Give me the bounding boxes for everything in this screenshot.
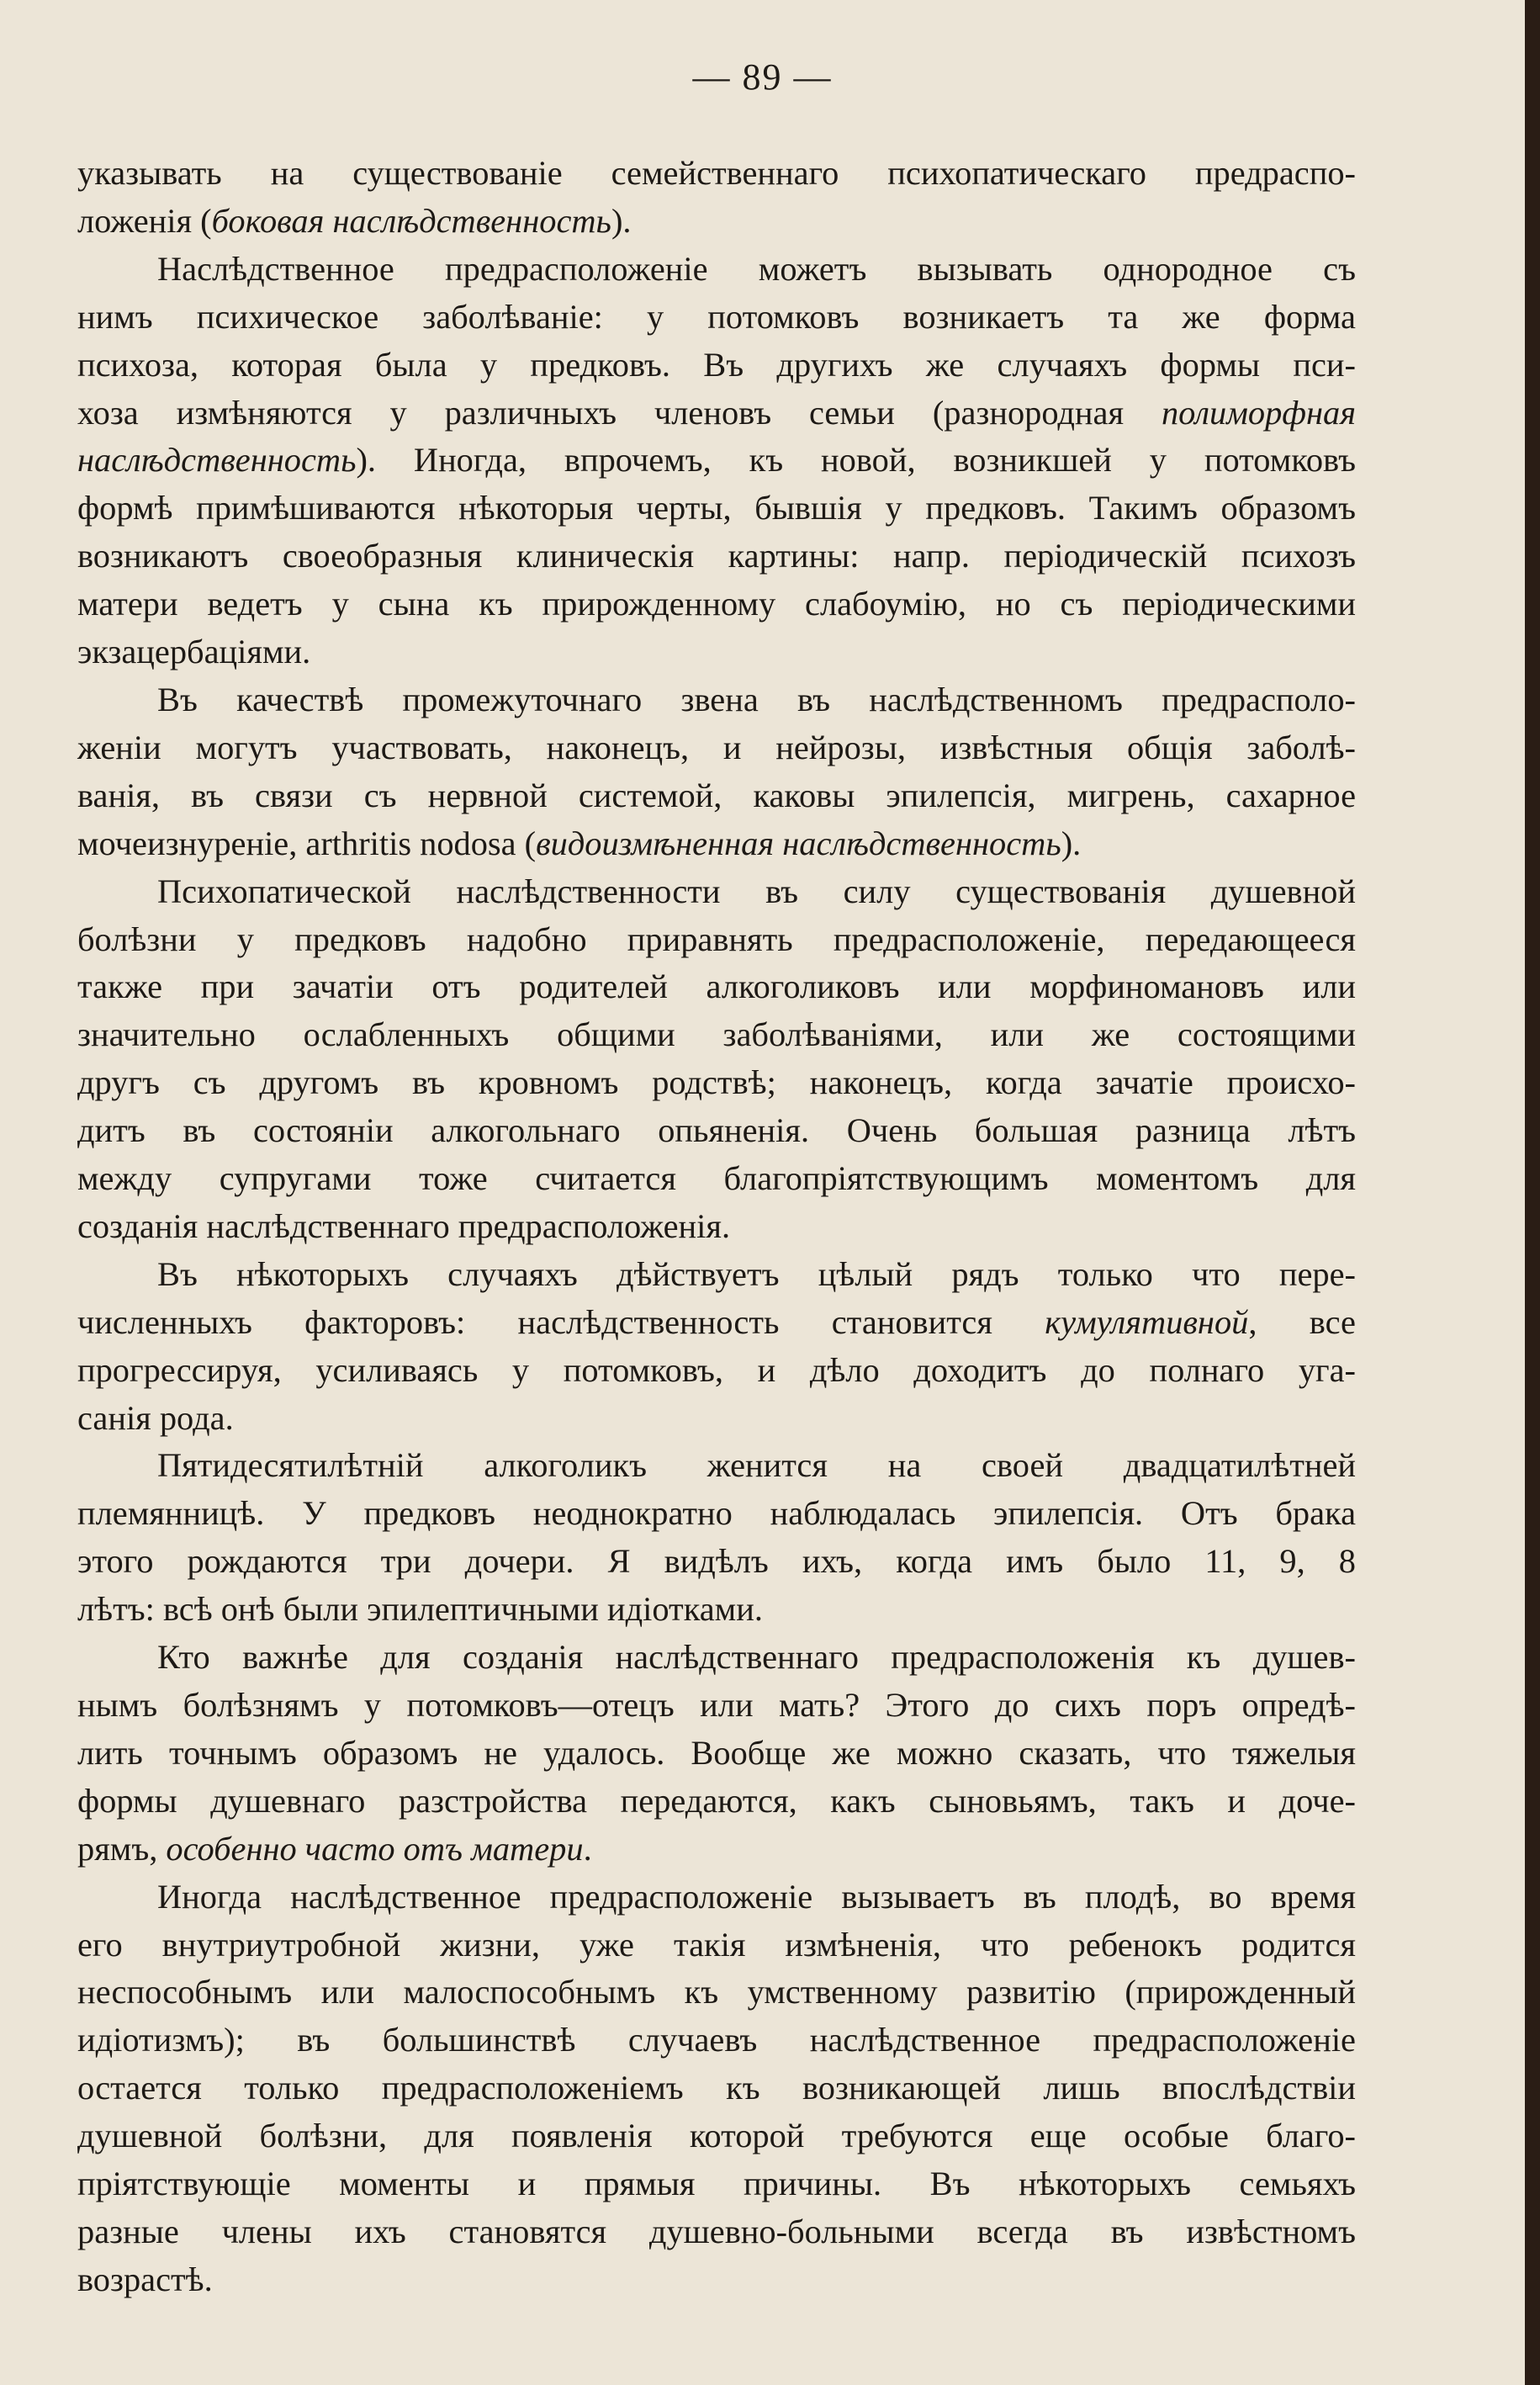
text-line	[77, 2017, 1356, 2064]
paragraph	[77, 1634, 1356, 1874]
italic-term: полиморфная	[1161, 393, 1356, 432]
text-line	[77, 1586, 1356, 1634]
text-line	[77, 2256, 1356, 2304]
text-run: другъ съ другомъ въ кровномъ родствѣ; наконецъ, когда зачатіе происхо-	[77, 1063, 1356, 1102]
text-run: разные члены ихъ становятся душевно-больными всегда въ извѣстномъ	[77, 2212, 1356, 2250]
text-run: мочеизнуреніе, arthritis nodosa (	[77, 824, 537, 862]
text-line	[77, 150, 1356, 198]
paragraph	[77, 868, 1356, 1251]
text-run: неспособнымъ или малоспособнымъ къ умственному развитію (прирожденный	[77, 1973, 1356, 2011]
text-line	[77, 1299, 1356, 1347]
text-run: ). Иногда, впрочемъ, къ новой, возникшей у потомковъ	[356, 441, 1356, 480]
text-run: Кто важнѣе для созданія наслѣдственнаго предрасположенія къ душев-	[157, 1638, 1356, 1677]
text-line	[77, 724, 1356, 772]
text-run: возникаютъ своеобразныя клиническія картины: напр. періодическій психозъ	[77, 537, 1356, 575]
text-run: Наслѣдственное предрасположеніе можетъ вызывать однородное съ	[157, 249, 1356, 288]
text-line	[77, 2112, 1356, 2160]
text-line	[77, 1059, 1356, 1107]
text-run: Въ нѣкоторыхъ случаяхъ дѣйствуетъ цѣлый рядъ только что пере-	[157, 1254, 1356, 1293]
text-run: указывать на существованіе семейственнаго психопатическаго предраспо-	[77, 154, 1356, 192]
paragraph	[77, 676, 1356, 868]
text-run: .	[583, 1829, 592, 1868]
text-run: ).	[1061, 824, 1082, 862]
text-line	[77, 1826, 1356, 1874]
text-run: лить точнымъ образомъ не удалось. Вообще же можно сказать, что тяжелыя	[77, 1733, 1356, 1772]
text-run: значительно ослабленныхъ общими заболѣваніями, или же состоящими	[77, 1015, 1356, 1054]
text-run: остается только предрасположеніемъ къ возникающей лишь впослѣдствіи	[77, 2069, 1356, 2107]
text-run: численныхъ факторовъ: наслѣдственность становится	[77, 1302, 1045, 1341]
text-run: созданія наслѣдственнаго предрасположенія.	[77, 1206, 731, 1245]
text-run: Психопатической наслѣдственности въ силу существованія душевной	[157, 872, 1356, 910]
text-line	[77, 1921, 1356, 1969]
text-line	[77, 1730, 1356, 1778]
text-line	[77, 1634, 1356, 1682]
italic-term: боковая наслѣдственность	[211, 201, 611, 240]
text-run: психоза, которая была у предковъ. Въ другихъ же случаяхъ формы пси-	[77, 345, 1356, 384]
text-run: между супругами тоже считается благопріятствующимъ моментомъ для	[77, 1159, 1356, 1198]
text-run: дитъ въ состояніи алкогольнаго опьяненія. Очень большая разница лѣтъ	[77, 1111, 1356, 1150]
text-run: формѣ примѣшиваются нѣкоторыя черты, бывшія у предковъ. Такимъ образомъ	[77, 489, 1356, 527]
italic-term: видоизмѣненная наслѣдственность	[536, 824, 1061, 862]
text-line	[77, 437, 1356, 485]
text-run: матери ведетъ у сына къ прирожденному слабоумію, но съ періодическими	[77, 585, 1356, 623]
italic-term: особенно часто отъ матери	[166, 1829, 584, 1868]
text-run: санія рода.	[77, 1398, 234, 1437]
text-run: прогрессируя, усиливаясь у потомковъ, и дѣло доходитъ до полнаго уга-	[77, 1350, 1356, 1389]
text-run: рямъ,	[77, 1829, 167, 1868]
text-line	[77, 628, 1356, 676]
text-line	[77, 963, 1356, 1011]
text-run: ложенія (	[77, 201, 212, 240]
paragraph	[77, 246, 1356, 676]
text-line	[77, 198, 1356, 246]
text-line	[77, 1490, 1356, 1538]
text-run: Иногда наслѣдственное предрасположеніе вызываетъ въ плодѣ, во время	[157, 1877, 1356, 1916]
text-line	[77, 2208, 1356, 2256]
text-run: также при зачатіи отъ родителей алкоголиковъ или морфиномановъ или	[77, 967, 1356, 1006]
text-run: женіи могутъ участвовать, наконецъ, и нейрозы, извѣстныя общія заболѣ-	[77, 728, 1356, 766]
page-number: — 89 —	[692, 56, 833, 98]
text-run: нымъ болѣзнямъ у потомковъ—отецъ или мать? Этого до сихъ поръ опредѣ-	[77, 1686, 1356, 1724]
text-line	[77, 916, 1356, 964]
italic-term: наслѣдственность	[77, 441, 357, 480]
paragraph	[77, 1442, 1356, 1634]
text-line	[77, 1682, 1356, 1730]
text-run: его внутриутробной жизни, уже такія измѣненія, что ребенокъ родится	[77, 1925, 1356, 1964]
text-line	[77, 2064, 1356, 2112]
text-run: нимъ психическое заболѣваніе: у потомковъ возникаетъ та же форма	[77, 297, 1356, 336]
text-line	[77, 390, 1356, 437]
text-run: этого рождаются три дочери. Я видѣлъ ихъ, когда имъ было 11, 9, 8	[77, 1542, 1356, 1581]
text-line	[77, 1011, 1356, 1059]
text-line	[77, 342, 1356, 390]
text-run: ванія, въ связи съ нервной системой, каковы эпилепсія, мигрень, сахарное	[77, 776, 1356, 814]
text-run: идіотизмъ); въ большинствѣ случаевъ наслѣдственное предрасположеніе	[77, 2021, 1356, 2059]
text-run: душевной болѣзни, для появленія которой требуются еще особые благо-	[77, 2117, 1356, 2155]
text-run: экзацербаціями.	[77, 633, 311, 671]
text-line	[77, 1203, 1356, 1251]
text-line	[77, 485, 1356, 533]
text-line	[77, 246, 1356, 294]
text-run: Пятидесятилѣтній алкоголикъ женится на своей двадцатилѣтней	[157, 1446, 1356, 1485]
text-line	[77, 1347, 1356, 1395]
text-run: , все	[1248, 1302, 1356, 1341]
text-line	[77, 294, 1356, 342]
text-line	[77, 1969, 1356, 2017]
text-line	[77, 676, 1356, 724]
text-run: Въ качествѣ промежуточнаго звена въ наслѣдственномъ предрасполо-	[157, 680, 1356, 718]
paragraph	[77, 1251, 1356, 1443]
italic-term: кумулятивной	[1045, 1302, 1249, 1341]
text-line	[77, 1778, 1356, 1826]
text-line	[77, 580, 1356, 628]
paragraph	[77, 1874, 1356, 2304]
text-run: ).	[611, 201, 632, 240]
paragraph	[77, 150, 1356, 246]
text-line	[77, 1874, 1356, 1921]
text-run: лѣтъ: всѣ онѣ были эпилептичными идіотками.	[77, 1590, 763, 1629]
text-line	[77, 1251, 1356, 1299]
text-line	[77, 820, 1356, 868]
text-run: болѣзни у предковъ надобно приравнять предрасположеніе, передающееся	[77, 920, 1356, 958]
text-run: формы душевнаго разстройства передаются, какъ сыновьямъ, такъ и доче-	[77, 1781, 1356, 1820]
text-line	[77, 868, 1356, 916]
text-run: хоза измѣняются у различныхъ членовъ семьи (разнородная	[77, 393, 1162, 432]
text-line	[77, 1107, 1356, 1155]
text-line	[77, 1395, 1356, 1443]
text-line	[77, 1155, 1356, 1203]
text-run: возрастѣ.	[77, 2260, 213, 2298]
text-line	[77, 2160, 1356, 2208]
text-line	[77, 533, 1356, 580]
body-text	[77, 150, 1356, 2304]
text-line	[77, 1538, 1356, 1586]
text-run: племянницѣ. У предковъ неоднократно наблюдалась эпилепсія. Отъ брака	[77, 1494, 1356, 1533]
text-run: пріятствующіе моменты и прямыя причины. Въ нѣкоторыхъ семьяхъ	[77, 2165, 1356, 2203]
text-line	[77, 1442, 1356, 1490]
text-line	[77, 772, 1356, 820]
